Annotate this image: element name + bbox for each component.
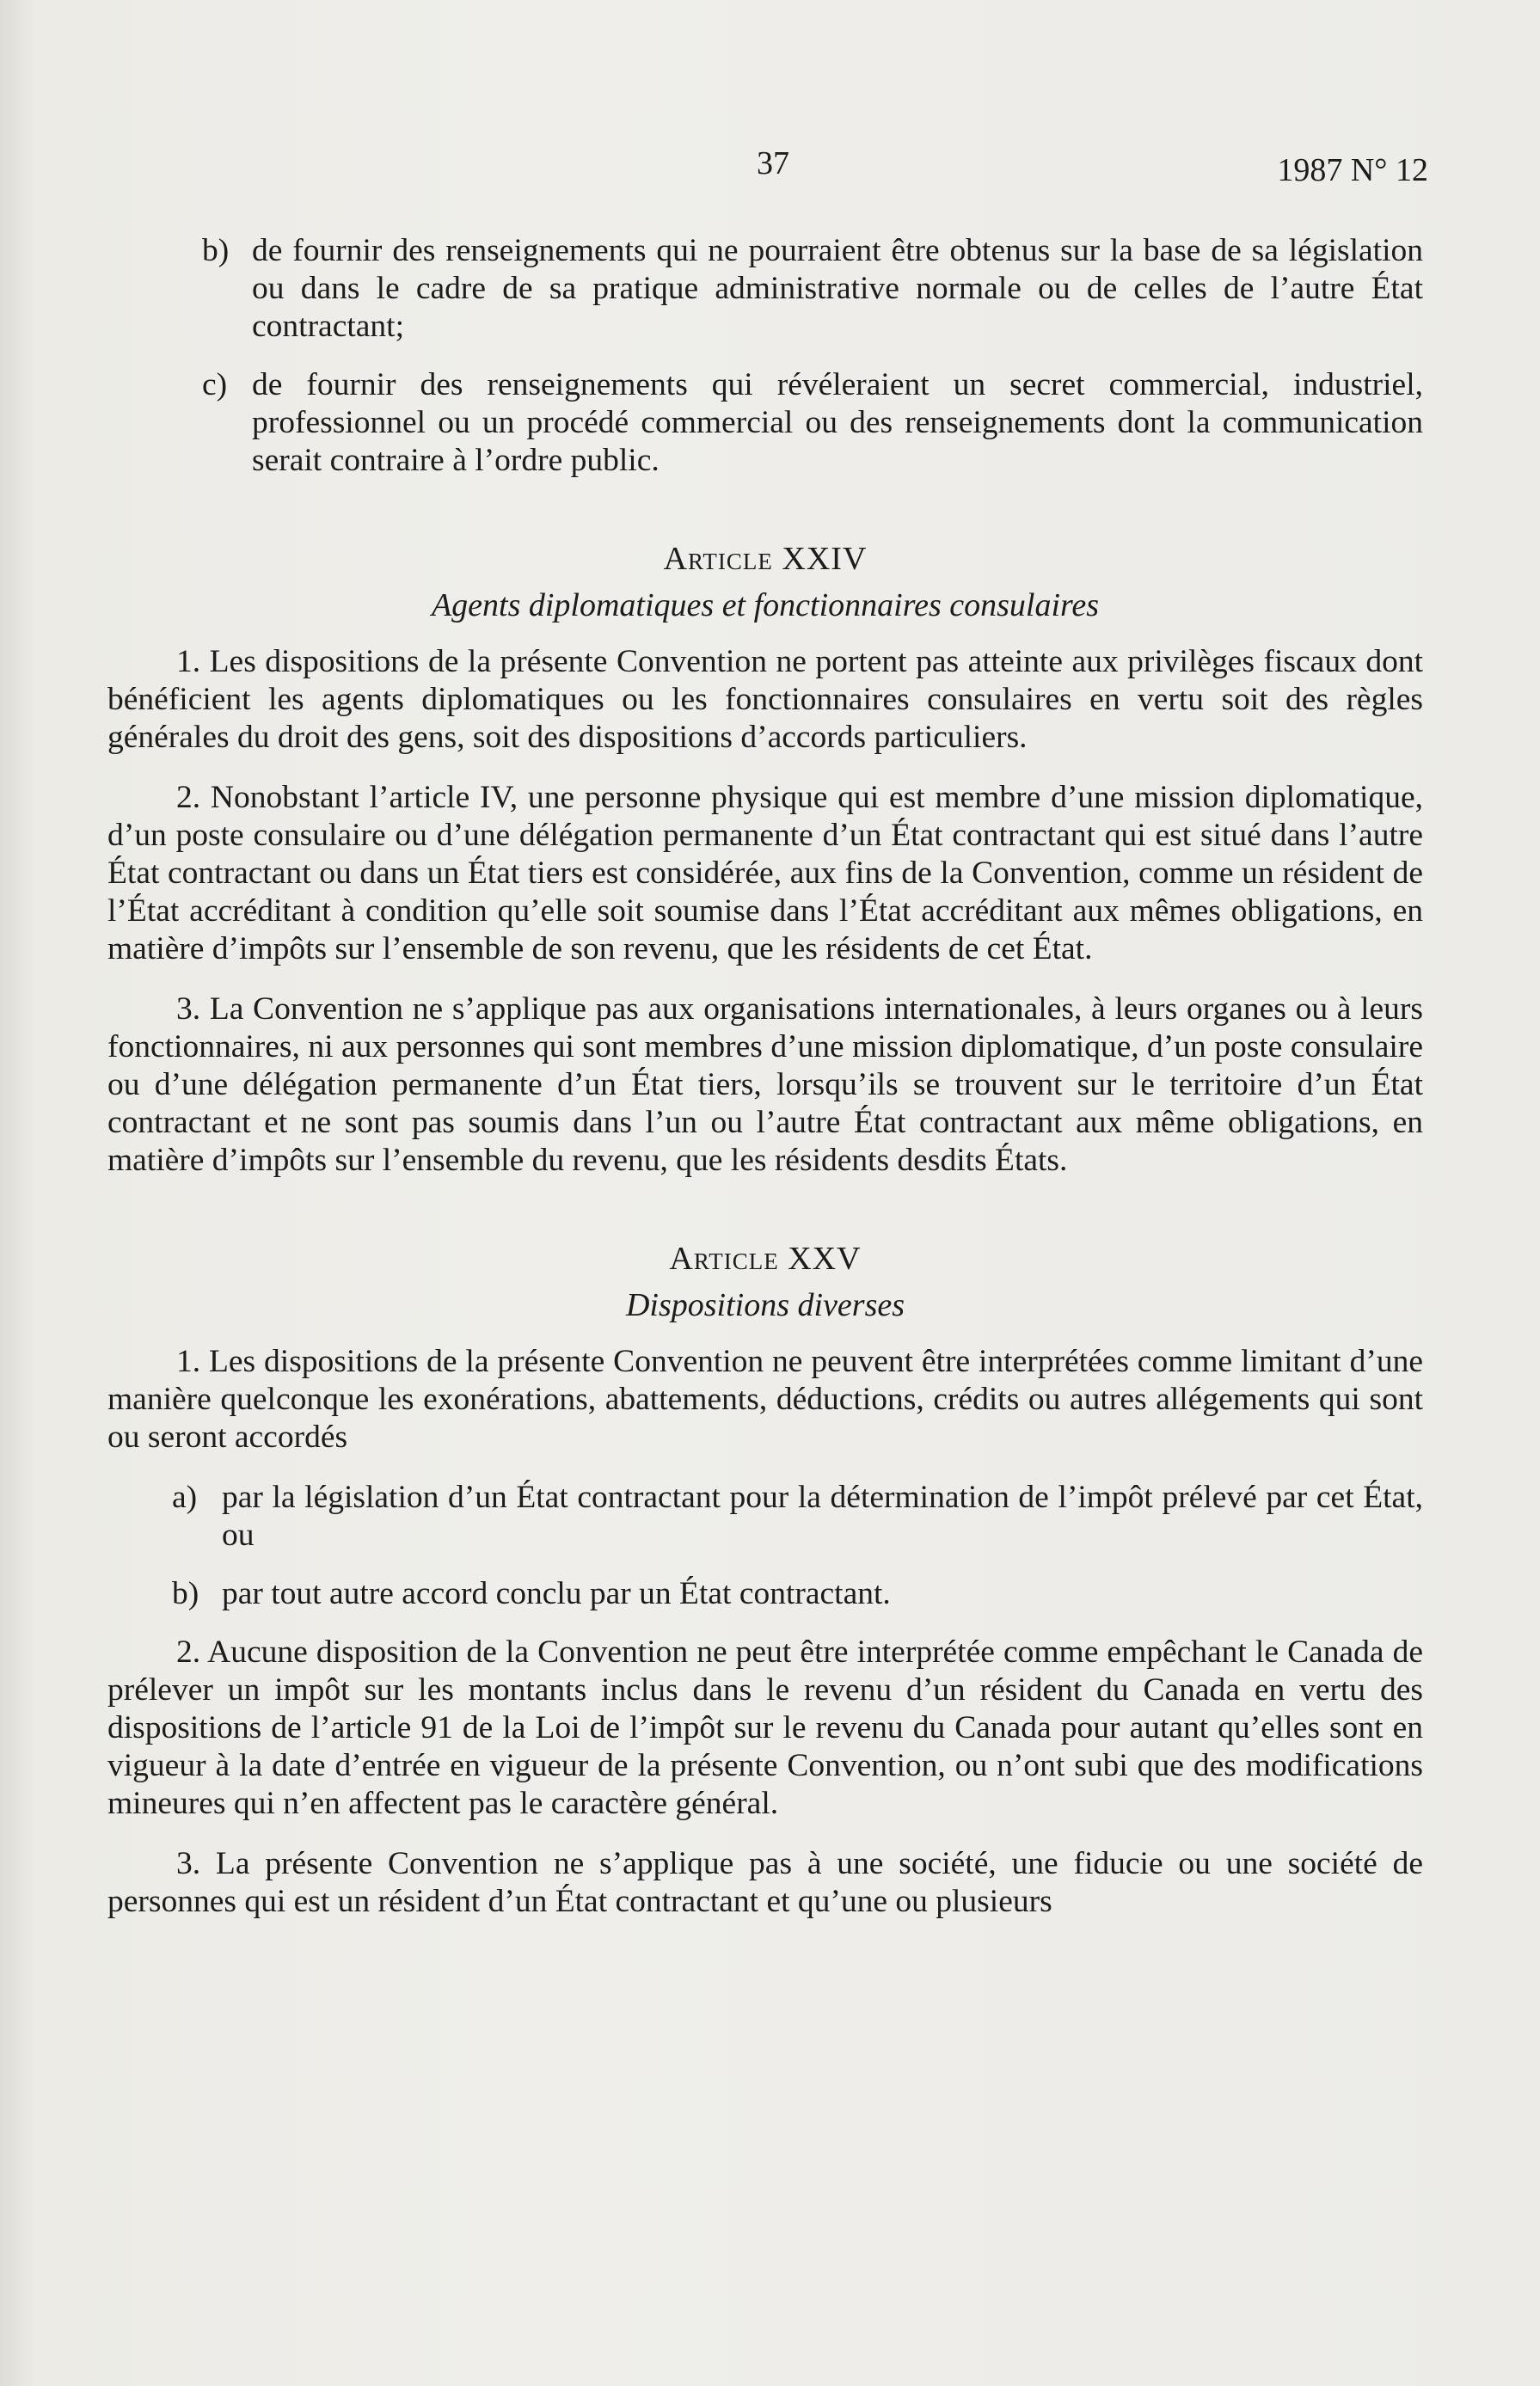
page-content: [107, 232, 1423, 1943]
article-24-title: Article XXIV: [663, 541, 868, 577]
article-25-subtitle: Dispositions diverses: [625, 1287, 905, 1323]
article-24-subtitle: Agents diplomatiques et fonctionnaires consulaires: [431, 587, 1100, 623]
article-25-title: Article XXV: [669, 1241, 862, 1277]
item-label: c): [202, 367, 228, 402]
list-item: [107, 366, 1423, 480]
article-24-paragraph-1: 1. Les dispositions de la présente Convention ne portent pas atteinte aux privilèges fiscaux dont bénéficient les agents diplomatiques ou les fonctionnaires consulaires en vertu soit des règles générales du droit des gens, soit des dispositions d’accords particuliers.: [107, 644, 1423, 755]
item-text: par la législation d’un État contractant pour la détermination de l’impôt prélevé par cet État, ou: [222, 1480, 1423, 1553]
item-text: par tout autre accord conclu par un État contractant.: [222, 1576, 891, 1611]
list-item: [107, 1575, 1423, 1613]
list-item: [107, 1479, 1423, 1555]
item-text: de fournir des renseignements qui révéleraient un secret commercial, industriel, professionnel ou un procédé commercial ou des renseignements dont la communication serait contraire à l’ordre public.: [252, 367, 1423, 478]
item-text: de fournir des renseignements qui ne pourraient être obtenus sur la base de sa législation ou dans le cadre de sa pratique administrative normale ou de celles de l’autre État contractant;: [252, 233, 1423, 344]
page-number: 37: [757, 145, 789, 181]
article-25-paragraph-3: 3. La présente Convention ne s’applique pas à une société, une fiducie ou une société de personnes qui est un résident d’un État contractant et qu’une ou plusieurs: [107, 1846, 1423, 1919]
page-header: [0, 144, 1540, 187]
year-and-number: 1987 N° 12: [1277, 152, 1428, 188]
item-label: b): [202, 233, 230, 268]
article-24-paragraph-3: 3. La Convention ne s’applique pas aux organisations internationales, à leurs organes ou à leurs fonctionnaires, ni aux personnes qui sont membres d’une mission diplomatique, d’un poste consulaire ou d’une délégation permanente d’un État tiers, lorsqu’ils se trouvent sur le territoire d’un État contractant et ne sont pas soumis dans l’un ou l’autre État contractant aux même obligations, en matière d’impôts sur l’ensemble du revenu, que les résidents desdits États.: [107, 991, 1423, 1178]
item-label: a): [172, 1480, 198, 1515]
article-25-paragraph-2: 2. Aucune disposition de la Convention ne peut être interprétée comme empêchant le Canada de prélever un impôt sur les montants inclus dans le revenu d’un résident du Canada en vertu des dispositions de l’article 91 de la Loi de l’impôt sur le revenu du Canada pour autant qu’elles sont en vigueur à la date d’entrée en vigueur de la présente Convention, ou n’ont subi que des modifications mineures qui n’en affectent pas le caractère général.: [107, 1635, 1423, 1821]
list-item: [107, 232, 1423, 346]
article-24-paragraph-2: 2. Nonobstant l’article IV, une personne physique qui est membre d’une mission diplomatique, d’un poste consulaire ou d’une délégation permanente d’un État contractant qui est situé dans l’autre État contractant ou dans un État tiers est considérée, aux fins de la Convention, comme un résident de l’État accréditant à condition qu’elle soit soumise dans l’État accréditant aux mêmes obligations, en matière d’impôts sur l’ensemble de son revenu, que les résidents de cet État.: [107, 780, 1423, 966]
article-25-paragraph-1: 1. Les dispositions de la présente Convention ne peuvent être interprétées comme limitant d’une manière quelconque les exonérations, abattements, déductions, crédits ou autres allégements qui sont ou seront accordés: [107, 1344, 1423, 1455]
item-label: b): [172, 1576, 199, 1611]
